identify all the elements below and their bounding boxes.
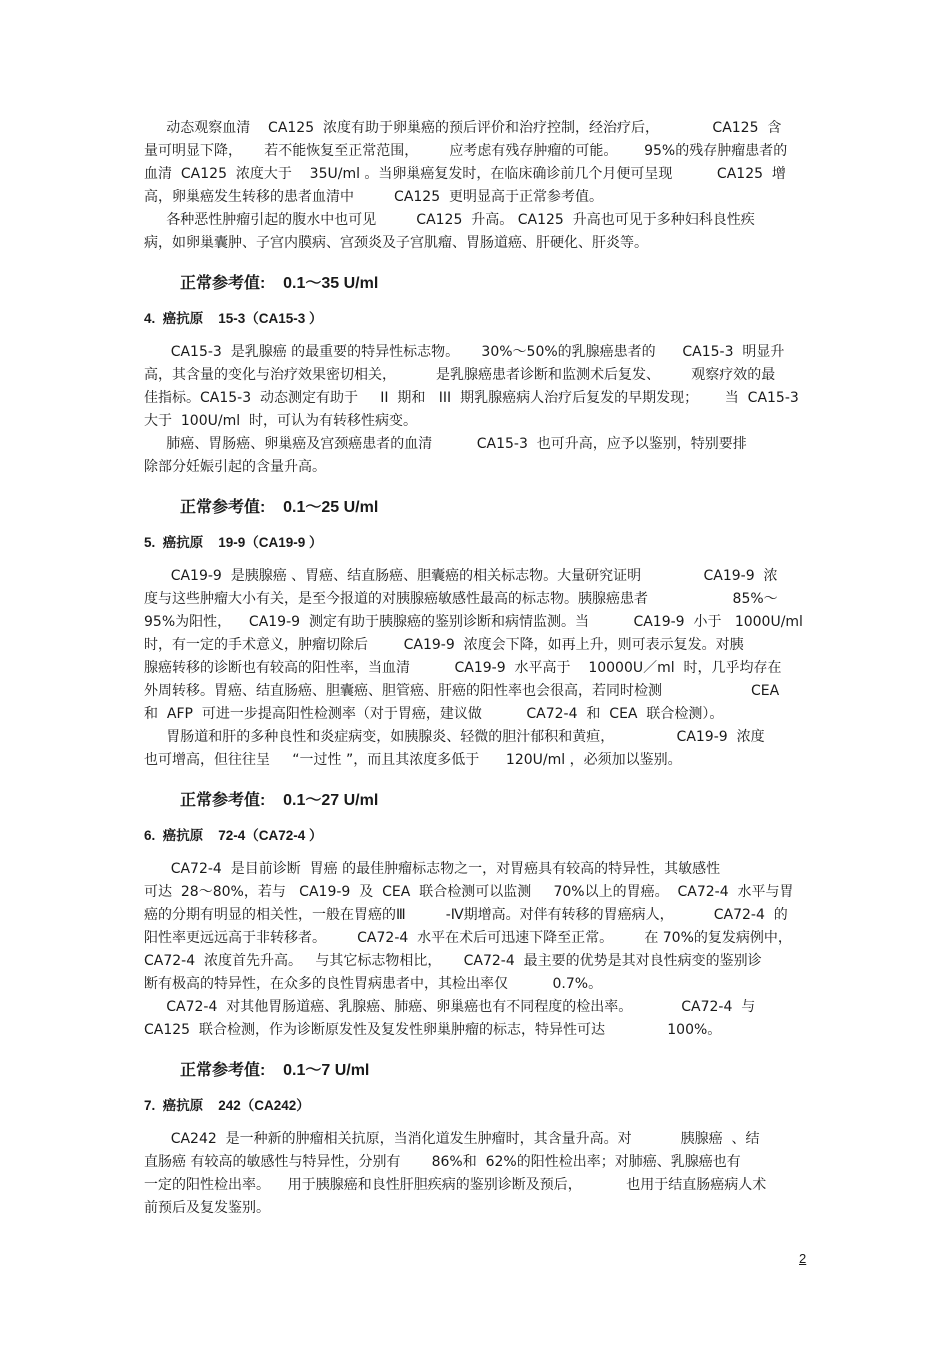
text-line: 断有极高的特异性，在众多的良性胃病患者中，其检出率仅 0.7%。 [144,976,603,992]
text-line: 阳性率更远远高于非转移者。 CA72-4 水平在术后可迅速下降至正常。 在 70%的复发病例中， [144,930,792,946]
ca15-3-paragraph-2 [144,433,808,479]
text-line: CA72-4 浓度首先升高。 与其它标志物相比， CA72-4 最主要的优势是其对良性病变的鉴别诊 [144,953,762,969]
text-line: 腺癌转移的诊断也有较高的阳性率，当血清 CA19-9 水平高于 10000U／ml 时，几乎均存在 [144,660,782,676]
text-line: 各种恶性肿瘤引起的腹水中也可见 CA125 升高。 CA125 升高也可见于多种妇科良性疾 [144,212,755,228]
page-number: 2 [799,1251,807,1266]
text-line: 高，卵巢癌发生转移的患者血清中 CA125 更明显高于正常参考值。 [144,189,604,205]
ca125-paragraph-1 [144,117,808,209]
ca72-4-reference-value: 正常参考值: 0.1～7 U/ml [180,1062,370,1079]
text-line: 和 AFP 可进一步提高阳性检测率（对于胃癌，建议做 CA72-4 和 CEA 联合检测）。 [144,706,724,722]
ca72-4-paragraph-2 [144,996,808,1042]
text-line: 佳指标。CA15-3 动态测定有助于 II 期和 III 期乳腺癌病人治疗后复发的早期发现； 当 CA15-3 [144,390,799,406]
text-line: 一定的阳性检出率。 用于胰腺癌和良性肝胆疾病的鉴别诊断及预后， 也用于结直肠癌病人术 [144,1177,767,1193]
page-content [144,117,808,1220]
text-line: 95%为阳性， CA19-9 测定有助于胰腺癌的鉴别诊断和病情监测。当 CA19-9 小于 1000U/ml [144,614,803,630]
text-line: 时，有一定的手术意义，肿瘤切除后 CA19-9 浓度会下降，如再上升，则可表示复发。对胰 [144,637,744,653]
text-line: 动态观察血清 CA125 浓度有助于卵巢癌的预后评价和治疗控制，经治疗后， CA125 含 [144,120,782,136]
text-line: 也可增高，但往往呈 “一过性 ”，而且其浓度多低于 120U/ml ，必须加以鉴别。 [144,752,682,768]
ca125-reference-value: 正常参考值: 0.1～35 U/ml [180,275,379,292]
ca19-9-reference-value: 正常参考值: 0.1～27 U/ml [180,792,379,809]
section-heading-ca15-3: 4. 癌抗原 15-3（CA15-3 ） [144,311,323,326]
ca15-3-reference-value: 正常参考值: 0.1～25 U/ml [180,499,379,516]
text-line: CA72-4 对其他胃肠道癌、乳腺癌、肺癌、卵巢癌也有不同程度的检出率。 CA72-4 与 [144,999,756,1015]
text-line: 前预后及复发鉴别。 [144,1200,270,1216]
text-line: CA125 联合检测，作为诊断原发性及复发性卵巢肿瘤的标志，特异性可达 100%。 [144,1022,722,1038]
text-line: 癌的分期有明显的相关性，一般在胃癌的Ⅲ -Ⅳ期增高。对伴有转移的胃癌病人， CA72-4 的 [144,907,788,923]
ca19-9-paragraph-1 [144,565,808,726]
ca19-9-paragraph-2 [144,726,808,772]
section-heading-ca72-4: 6. 癌抗原 72-4（CA72-4 ） [144,828,323,843]
text-line: 量可明显下降， 若不能恢复至正常范围， 应考虑有残存肿瘤的可能。 95%的残存肿瘤患者的 [144,143,788,159]
text-line: 肺癌、胃肠癌、卵巢癌及宫颈癌患者的血清 CA15-3 也可升高，应予以鉴别，特别要排 [144,436,747,452]
text-line: 血清 CA125 浓度大于 35U/ml 。当卵巢癌复发时，在临床确诊前几个月便可呈现 CA125 增 [144,166,786,182]
text-line: 高，其含量的变化与治疗效果密切相关， 是乳腺癌患者诊断和监测术后复发、 观察疗效的最 [144,367,776,383]
ca72-4-paragraph-1 [144,858,808,996]
section-heading-ca19-9: 5. 癌抗原 19-9（CA19-9 ） [144,535,323,550]
ca15-3-paragraph-1 [144,341,808,433]
text-line: 直肠癌 有较高的敏感性与特异性，分别有 86%和 62%的阳性检出率；对肺癌、乳腺癌也有 [144,1154,741,1170]
ca125-paragraph-2 [144,209,808,255]
text-line: 可达 28～80%，若与 CA19-9 及 CEA 联合检测可以监测 70%以上的胃癌。 CA72-4 水平与胃 [144,884,794,900]
text-line: 外周转移。胃癌、结直肠癌、胆囊癌、胆管癌、肝癌的阳性率也会很高，若同时检测 CEA [144,683,780,699]
text-line: 除部分妊娠引起的含量升高。 [144,459,326,475]
text-line: 大于 100U/ml 时，可认为有转移性病变。 [144,413,418,429]
section-heading-ca242: 7. 癌抗原 242（CA242） [144,1098,310,1113]
text-line: 度与这些肿瘤大小有关，是至今报道的对胰腺癌敏感性最高的标志物。胰腺癌患者 85%～ [144,591,778,607]
ca242-paragraph-1 [144,1128,808,1220]
text-line: CA15-3 是乳腺癌 的最重要的特异性标志物。 30%～50%的乳腺癌患者的 CA15-3 明显升 [144,344,785,360]
text-line: 胃肠道和肝的多种良性和炎症病变，如胰腺炎、轻微的胆汁郁积和黄疸， CA19-9 浓度 [144,729,765,745]
text-line: CA242 是一种新的肿瘤相关抗原，当消化道发生肿瘤时，其含量升高。对 胰腺癌 、结 [144,1131,760,1147]
text-line: CA19-9 是胰腺癌 、胃癌、结直肠癌、胆囊癌的相关标志物。大量研究证明 CA19-9 浓 [144,568,778,584]
text-line: CA72-4 是目前诊断 胃癌 的最佳肿瘤标志物之一，对胃癌具有较高的特异性，其敏感性 [144,861,721,877]
text-line: 病，如卵巢囊肿、子宫内膜病、宫颈炎及子宫肌瘤、胃肠道癌、肝硬化、肝炎等。 [144,235,648,251]
